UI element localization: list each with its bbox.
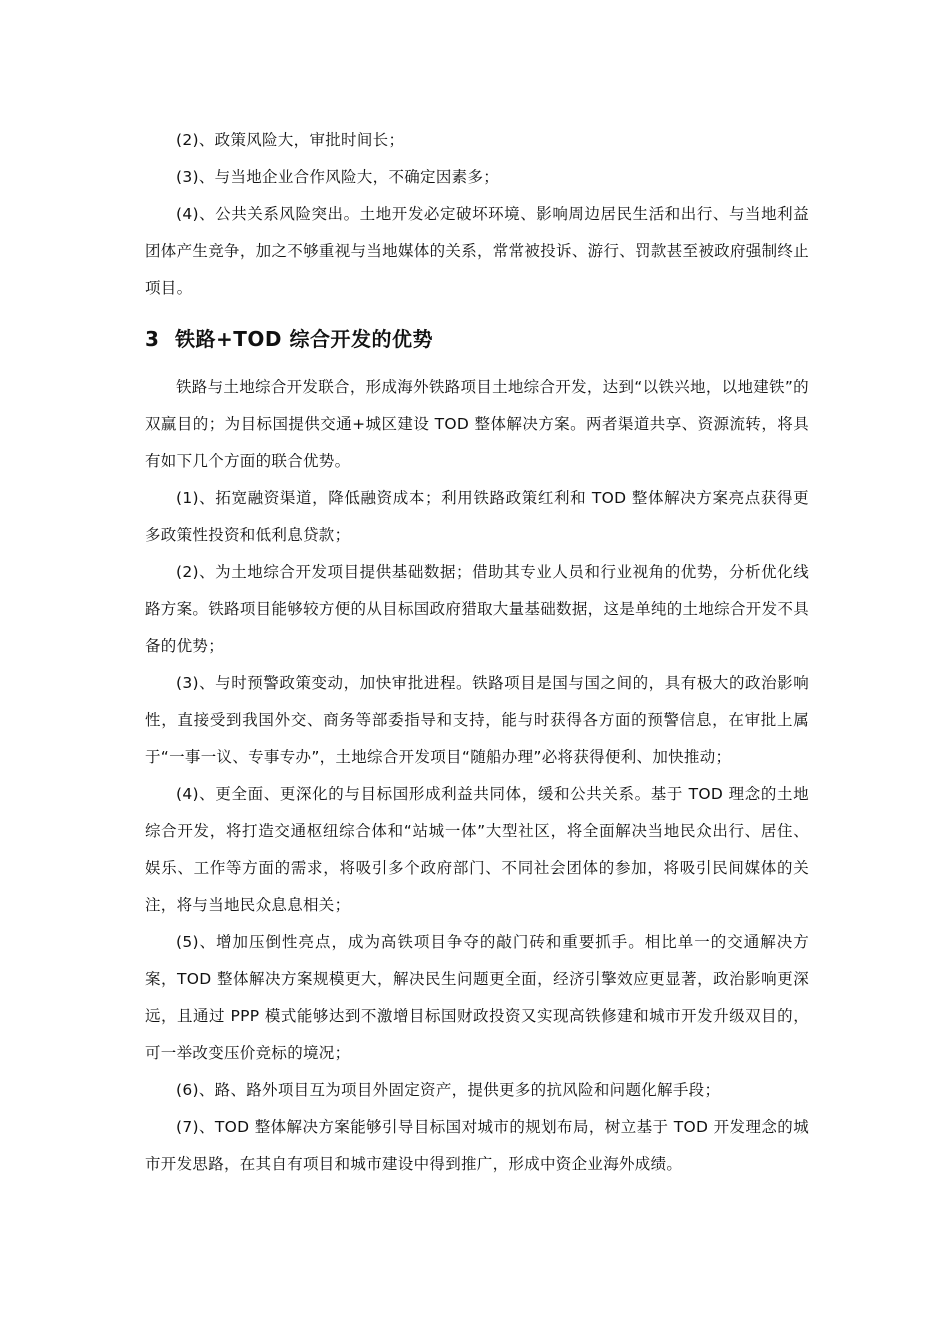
- paragraph-advantage-7: (7)、TOD 整体解决方案能够引导目标国对城市的规划布局，树立基于 TOD 开发理念的城市开发思路，在其自有项目和城市建设中得到推广，形成中资企业海外成绩。: [145, 1118, 809, 1173]
- paragraph-advantage-5: (5)、增加压倒性亮点，成为高铁项目争夺的敲门砖和重要抓手。相比单一的交通解决方案，TOD 整体解决方案规模更大，解决民生问题更全面，经济引擎效应更显著，政治影响更深远，且通过 PPP 模式能够达到不激增目标国财政投资又实现高铁修建和城市开发升级双目的，可一举改变压价竞标的境况；: [145, 933, 809, 1062]
- paragraph-risk-policy: (2)、政策风险大，审批时间长；: [176, 131, 405, 149]
- document-body: [145, 122, 809, 1183]
- section-title: 铁路+TOD 综合开发的优势: [175, 327, 433, 351]
- section-number: 3: [145, 327, 160, 351]
- paragraph-risk-public-relations: (4)、公共关系风险突出。土地开发必定破坏环境、影响周边居民生活和出行、与当地利益团体产生竞争，加之不够重视与当地媒体的关系，常常被投诉、游行、罚款甚至被政府强制终止项目。: [145, 205, 809, 297]
- paragraph-risk-partner: (3)、与当地企业合作风险大，不确定因素多；: [176, 168, 500, 186]
- paragraph-advantage-6: (6)、路、路外项目互为项目外固定资产，提供更多的抗风险和问题化解手段；: [176, 1081, 721, 1099]
- paragraph-intro: 铁路与土地综合开发联合，形成海外铁路项目土地综合开发，达到“以铁兴地，以地建铁”的双赢目的；为目标国提供交通+城区建设 TOD 整体解决方案。两者渠道共享、资源流转，将具有如下几个方面的联合优势。: [145, 378, 809, 470]
- paragraph-advantage-4: (4)、更全面、更深化的与目标国形成利益共同体，缓和公共关系。基于 TOD 理念的土地综合开发，将打造交通枢纽综合体和“站城一体”大型社区，将全面解决当地民众出行、居住、娱乐、工作等方面的需求，将吸引多个政府部门、不同社会团体的参加，将吸引民间媒体的关注，将与当地民众息息相关；: [145, 785, 809, 914]
- paragraph-advantage-3: (3)、与时预警政策变动，加快审批进程。铁路项目是国与国之间的，具有极大的政治影响性，直接受到我国外交、商务等部委指导和支持，能与时获得各方面的预警信息，在审批上属于“一事一议、专事专办”，土地综合开发项目“随船办理”必将获得便利、加快推动；: [145, 674, 809, 766]
- paragraph-advantage-2: (2)、为土地综合开发项目提供基础数据；借助其专业人员和行业视角的优势，分析优化线路方案。铁路项目能够较方便的从目标国政府猎取大量基础数据，这是单纯的土地综合开发不具备的优势；: [145, 563, 809, 655]
- paragraph-advantage-1: (1)、拓宽融资渠道，降低融资成本；利用铁路政策红利和 TOD 整体解决方案亮点获得更多政策性投资和低利息贷款；: [145, 489, 809, 544]
- section-heading: [145, 321, 809, 357]
